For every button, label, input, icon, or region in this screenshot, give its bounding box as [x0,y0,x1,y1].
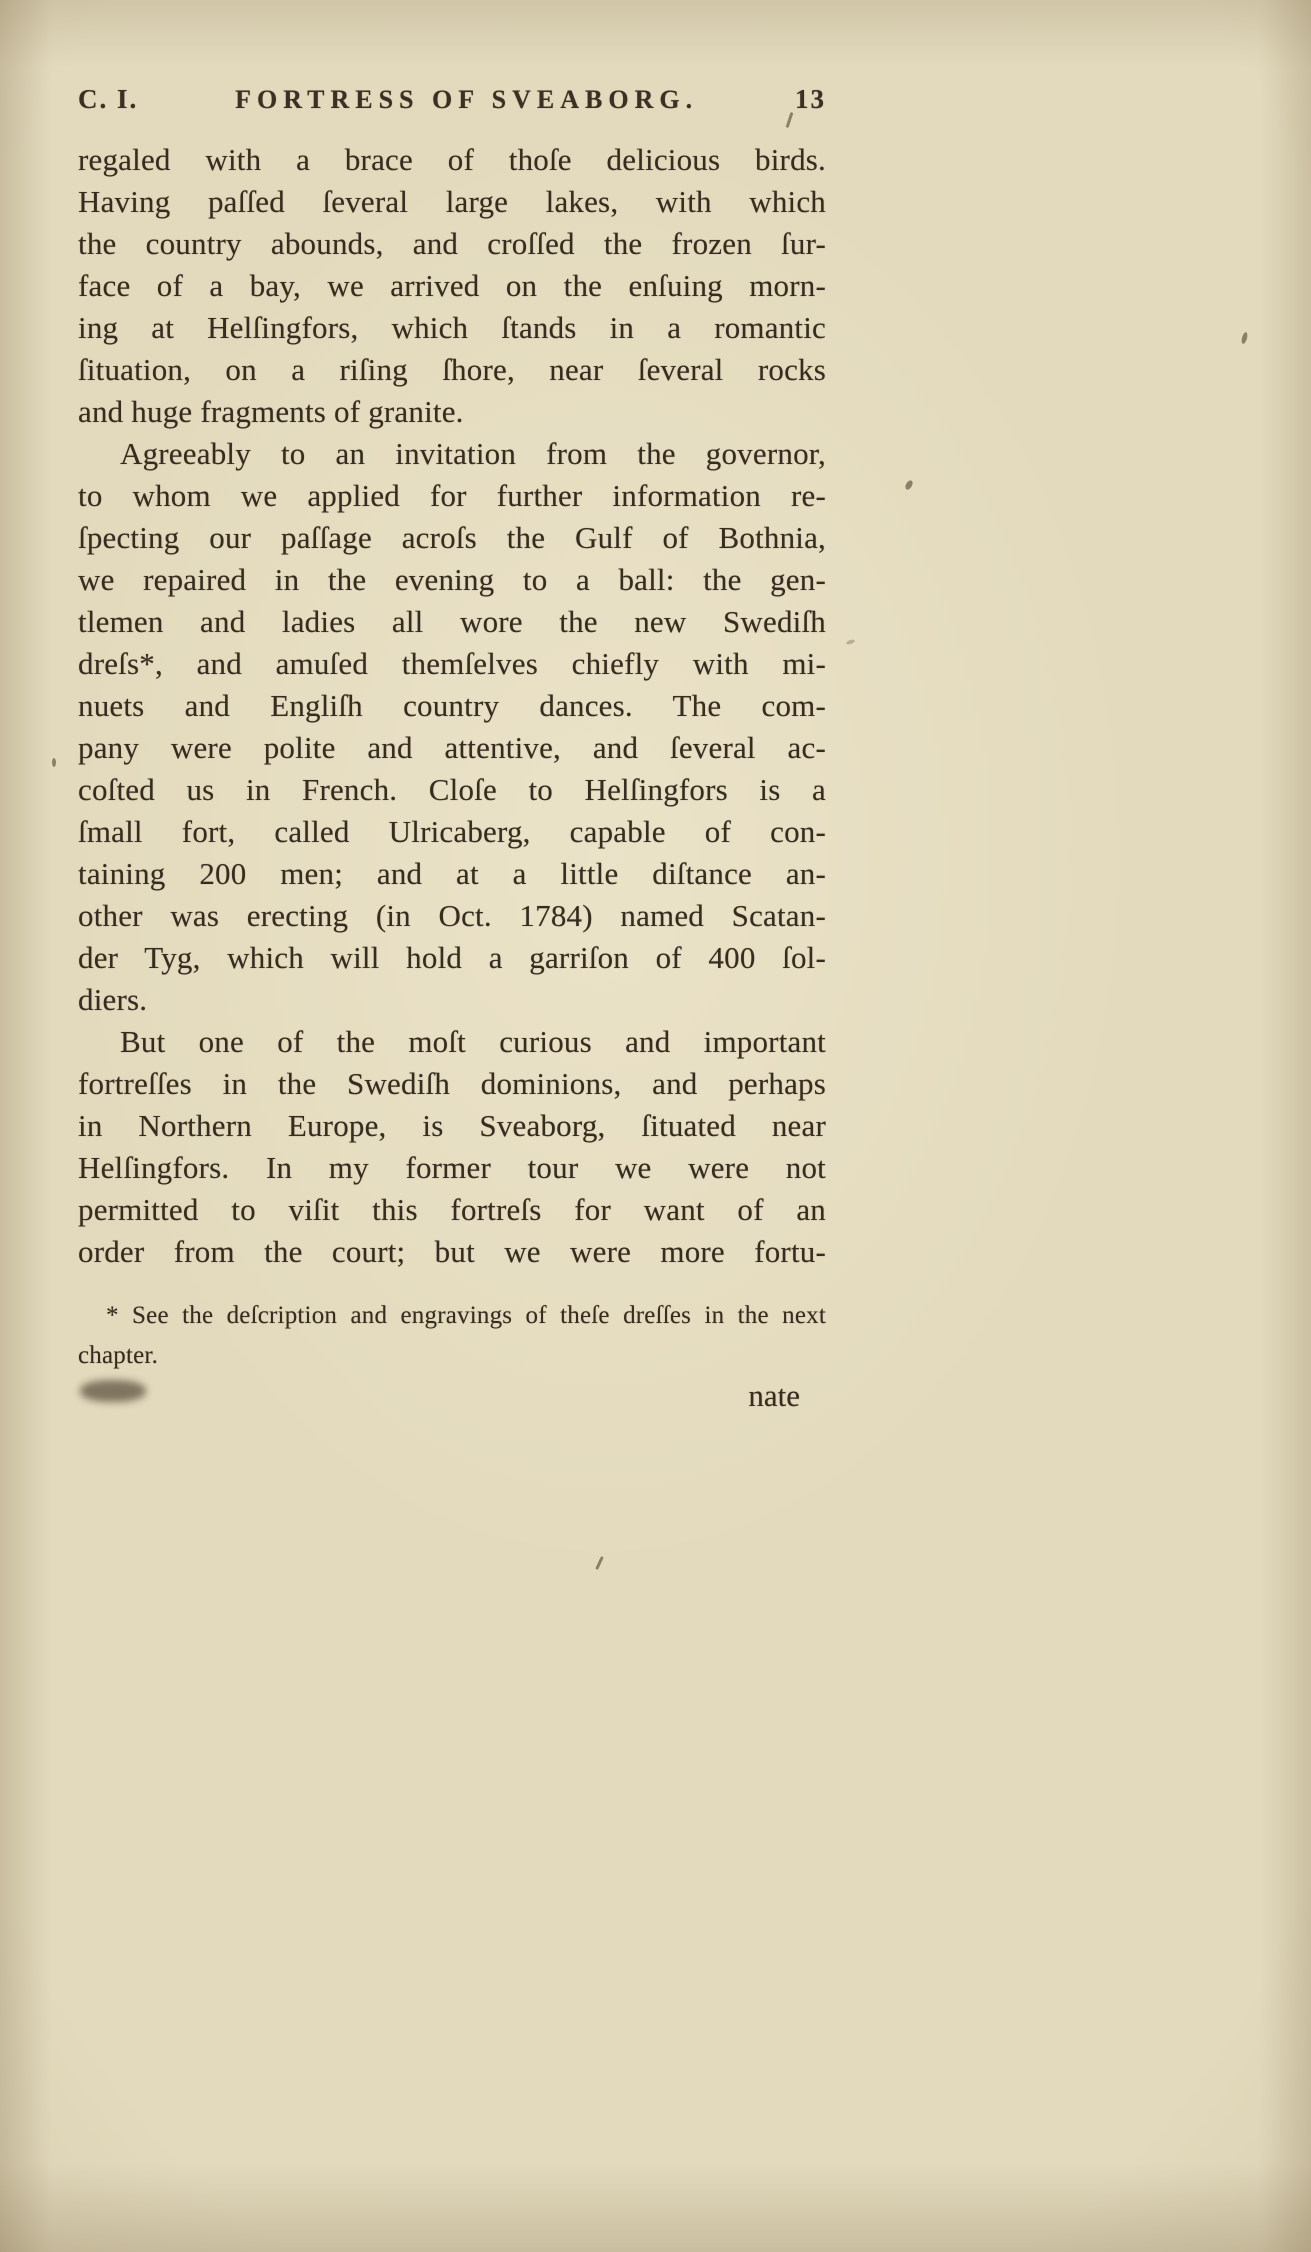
text-line: order from the court; but we were more fortu- [78,1234,826,1269]
ink-speck [846,639,856,646]
footnote-line: chapter. [78,1342,159,1369]
text-line: permitted to viſit this fortreſs for want of an [78,1192,826,1227]
text-line: der Tyg, which will hold a garriſon of 400 ſol- [78,940,826,975]
text-line: ſpecting our paſſage acroſs the Gulf of Bothnia, [78,520,826,555]
text-line: fortreſſes in the Swediſh dominions, and perhaps [78,1066,826,1101]
ink-speck [1241,332,1249,345]
text-line: and huge fragments of granite. [78,394,464,429]
text-line: ſituation, on a riſing ſhore, near ſeveral rocks [78,352,826,387]
text-line: in Northern Europe, is Sveaborg, ſituated near [78,1108,826,1143]
text-line: dreſs*, and amuſed themſelves chiefly with mi- [78,646,826,681]
ink-smudge [80,1380,146,1402]
text-line: ſmall fort, called Ulricaberg, capable of con- [78,814,826,849]
catchword: nate [748,1378,800,1413]
running-title: FORTRESS OF SVEABORG. [235,85,699,114]
text-line: Agreeably to an invitation from the governor, [120,436,826,471]
text-line: coſted us in French. Cloſe to Helſingfors is a [78,772,826,807]
text-line: we repaired in the evening to a ball: the gen- [78,562,826,597]
text-line: pany were polite and attentive, and ſeveral ac- [78,730,826,765]
text-line: ing at Helſingfors, which ſtands in a romantic [78,310,826,345]
text-line: the country abounds, and croſſed the frozen ſur- [78,226,826,261]
ink-speck [52,758,56,767]
text-line: diers. [78,982,148,1017]
text-line: other was erecting (in Oct. 1784) named Scatan- [78,898,826,933]
chapter-label: C. I. [78,84,139,114]
ink-speck [904,479,914,491]
text-line: But one of the moſt curious and important [120,1024,826,1059]
text-line: face of a bay, we arrived on the enſuing morn- [78,268,826,303]
text-line: Helſingfors. In my former tour we were not [78,1150,826,1185]
footnote-line: * See the deſcription and engravings of theſe dreſſes in the next [106,1302,826,1329]
text-line: tlemen and ladies all wore the new Swediſh [78,604,826,639]
text-line: regaled with a brace of thoſe delicious birds. [78,142,826,177]
text-line: taining 200 men; and at a little diſtance an- [78,856,826,891]
body-text [78,139,826,1273]
page-number: 13 [795,84,826,114]
ink-speck [595,1556,604,1570]
page-header [78,84,826,115]
text-line: Having paſſed ſeveral large lakes, with which [78,184,826,219]
text-line: nuets and Engliſh country dances. The com- [78,688,826,723]
footnote [78,1296,826,1376]
text-line: to whom we applied for further information re- [78,478,826,513]
